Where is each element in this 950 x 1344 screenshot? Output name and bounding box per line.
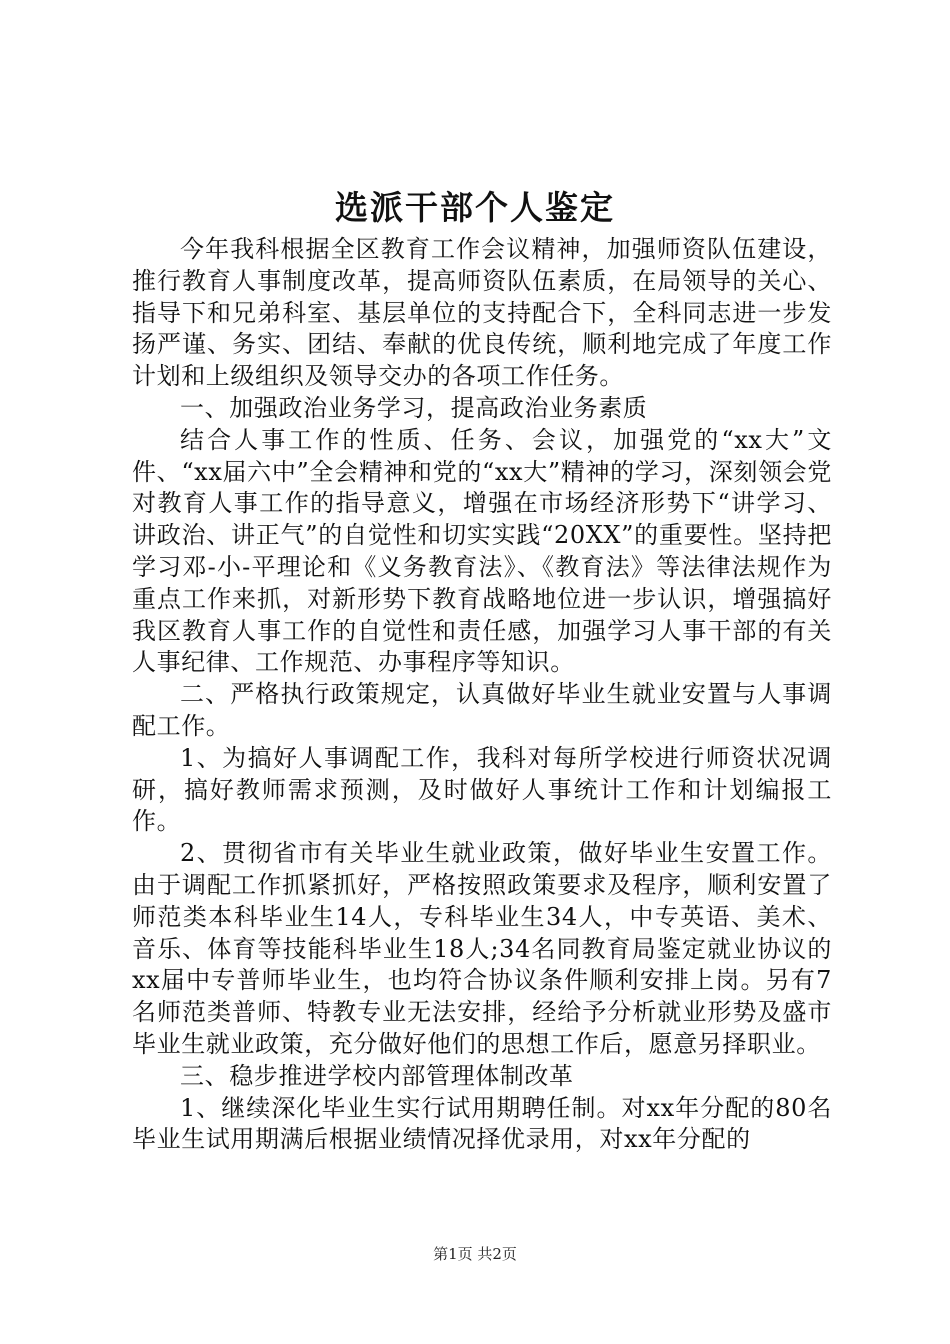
section-heading-2: 二、严格执行政策规定，认真做好毕业生就业安置与人事调配工作。: [132, 680, 832, 740]
section-heading-3: 三、稳步推进学校内部管理体制改革: [180, 1061, 574, 1090]
paragraph-section-1: 结合人事工作的性质、任务、会议，加强党的“xx大”文件、“xx届六中”全会精神和党的“xx大”精神的学习，深刻领会党对教育人事工作的指导意义，增强在市场经济形势下“讲学习、讲政治、讲正气”的自觉性和切实实践“20XX”的重要性。坚持把学习邓-小-平理论和《义务教育法》、《教育法》等法律法规作为重点工作来抓，对新形势下教育战略地位进一步认识，增强搞好我区教育人事工作的自觉性和责任感，加强学习人事干部的有关人事纪律、工作规范、办事程序等知识。: [132, 425, 832, 677]
section-heading-1: 一、加强政治业务学习，提高政治业务素质: [180, 393, 648, 422]
page-footer: 第1页 共2页: [433, 1245, 517, 1263]
paragraph-intro: 今年我科根据全区教育工作会议精神，加强师资队伍建设，推行教育人事制度改革，提高师资队伍素质，在局领导的关心、指导下和兄弟科室、基层单位的支持配合下，全科同志进一步发扬严谨、务实、团结、奉献的优良传统，顺利地完成了年度工作计划和上级组织及领导交办的各项工作任务。: [132, 235, 832, 391]
paragraph-item-2-2: 2、贯彻省市有关毕业生就业政策，做好毕业生安置工作。由于调配工作抓紧抓好，严格按照政策要求及程序，顺利安置了师范类本科毕业生14人，专科毕业生34人，中专英语、美术、音乐、体育等技能科毕业生18人;34名同教育局鉴定就业协议的xx届中专普师毕业生，也均符合协议条件顺利安排上岗。另有7名师范类普师、特教专业无法安排，经给予分析就业形势及盛市毕业生就业政策，充分做好他们的思想工作后，愿意另择职业。: [132, 839, 832, 1058]
paragraph-item-3-1: 1、继续深化毕业生实行试用期聘任制。对xx年分配的80名毕业生试用期满后根据业绩情况择优录用，对xx年分配的: [132, 1093, 832, 1154]
document-body: [132, 234, 832, 1156]
document-title: 选派干部个人鉴定: [335, 188, 615, 227]
paragraph-item-2-1: 1、为搞好人事调配工作，我科对每所学校进行师资状况调研，搞好教师需求预测，及时做好人事统计工作和计划编报工作。: [132, 743, 832, 836]
